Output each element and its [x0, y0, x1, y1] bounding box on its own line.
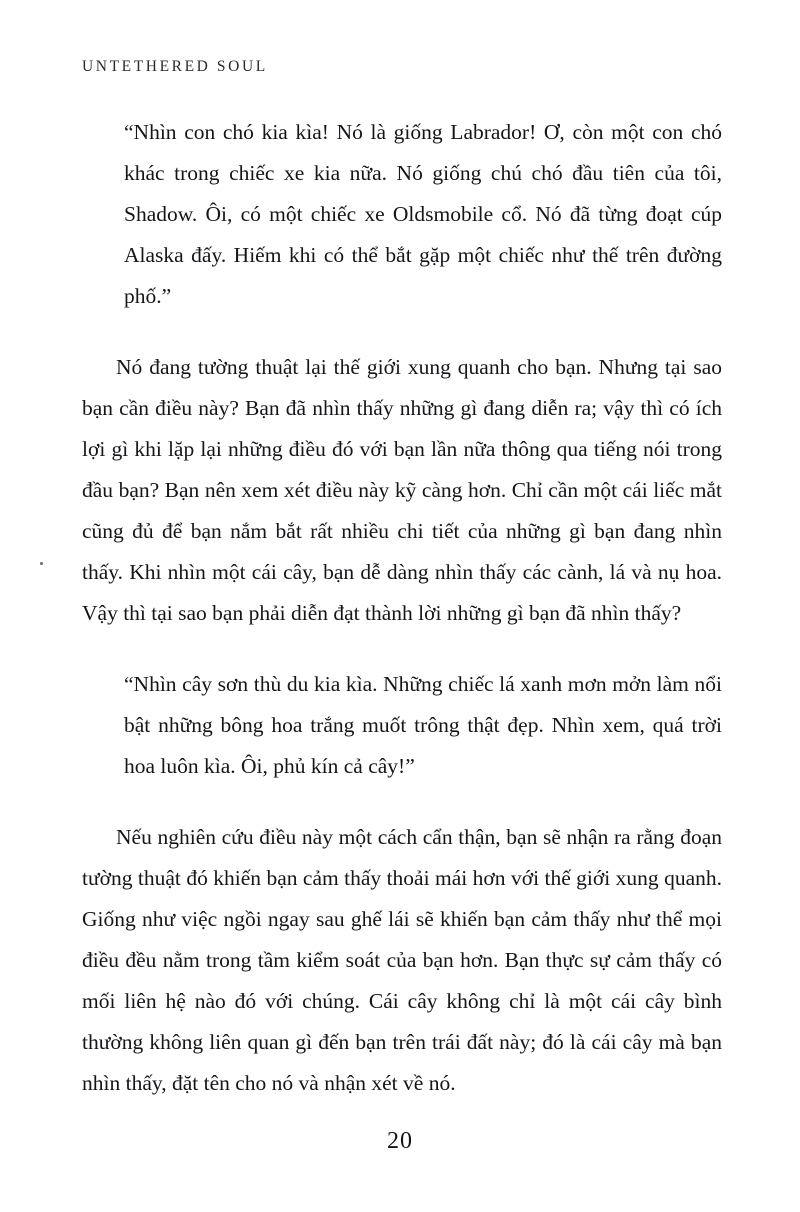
- page-number: 20: [387, 1128, 413, 1154]
- paragraph-body-1: Nó đang tường thuật lại thế giới xung quanh cho bạn. Nhưng tại sao bạn cần điều này? Bạn đã nhìn thấy những gì đang diễn ra; vậy thì có ích lợi gì khi lặp lại những điều đó với bạn lần nữa thông qua tiếng nói trong đầu bạn? Bạn nên xem xét điều này kỹ càng hơn. Chỉ cần một cái liếc mắt cũng đủ để bạn nắm bắt rất nhiều chi tiết của những gì bạn đang nhìn thấy. Khi nhìn một cái cây, bạn dễ dàng nhìn thấy các cành, lá và nụ hoa. Vậy thì tại sao bạn phải diễn đạt thành lời những gì bạn đã nhìn thấy?: [82, 355, 722, 625]
- page-body: [82, 112, 722, 1104]
- paragraph-quote-2: “Nhìn cây sơn thù du kia kìa. Những chiếc lá xanh mơn mởn làm nổi bật những bông hoa trắng muốt trông thật đẹp. Nhìn xem, quá trời hoa luôn kìa. Ôi, phủ kín cả cây!”: [124, 672, 722, 778]
- margin-mark-icon: [40, 562, 43, 565]
- running-head: UNTETHERED SOUL: [82, 58, 268, 75]
- paragraph-body-2: Nếu nghiên cứu điều này một cách cẩn thận, bạn sẽ nhận ra rằng đoạn tường thuật đó khiến bạn cảm thấy thoải mái hơn với thế giới xung quanh. Giống như việc ngồi ngay sau ghế lái sẽ khiến bạn cảm thấy như thể mọi điều đều nằm trong tầm kiểm soát của bạn hơn. Bạn thực sự cảm thấy có mối liên hệ nào đó với chúng. Cái cây không chỉ là một cái cây bình thường không liên quan gì đến bạn trên trái đất này; đó là cái cây mà bạn nhìn thấy, đặt tên cho nó và nhận xét về nó.: [82, 825, 722, 1095]
- paragraph-quote-1: “Nhìn con chó kia kìa! Nó là giống Labrador! Ơ, còn một con chó khác trong chiếc xe kia nữa. Nó giống chú chó đầu tiên của tôi, Shadow. Ôi, có một chiếc xe Oldsmobile cổ. Nó đã từng đoạt cúp Alaska đấy. Hiếm khi có thể bắt gặp một chiếc như thế trên đường phố.”: [124, 120, 722, 308]
